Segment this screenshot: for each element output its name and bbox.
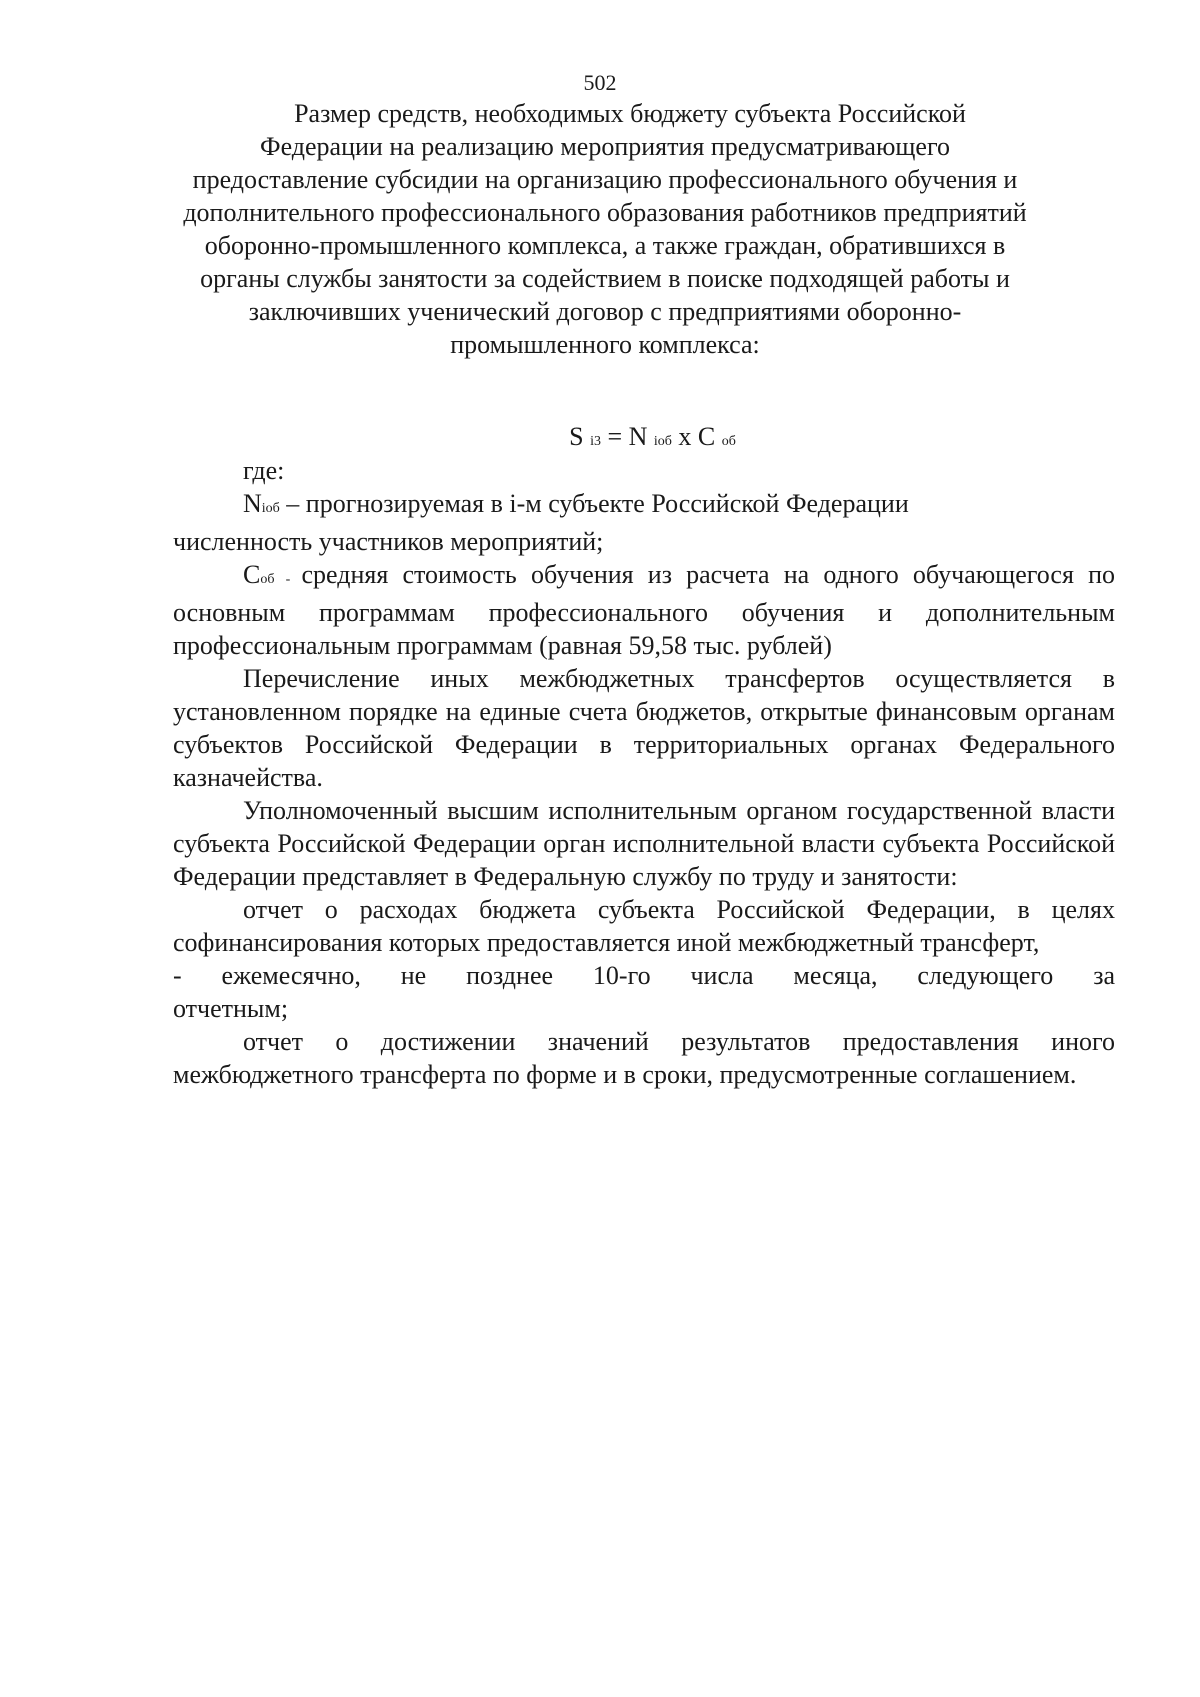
report-deadline-line <box>173 959 1115 992</box>
title-line: Федерации на реализацию мероприятия предусматривающего <box>260 132 950 161</box>
formula-x: x <box>678 422 698 451</box>
title-line: дополнительного профессионального образования работников предприятий <box>183 198 1027 227</box>
definition-c <box>173 558 1115 662</box>
def-n-text: – прогнозируемая в i-м субъекте Российской Федерации <box>279 489 909 518</box>
def-n-sub: iоб <box>261 501 280 516</box>
def-n-symbol: N <box>243 489 262 518</box>
title-line: Размер средств, необходимых бюджету субъекта Российской <box>294 99 966 128</box>
paragraph-transfer: Перечисление иных межбюджетных трансфертов осуществляется в установленном порядке на единые счета бюджетов, открытые финансовым органам субъектов Российской Федерации в территориальных органах Федерального казначейства. <box>173 664 1115 792</box>
section-title <box>160 97 1050 361</box>
title-line: предоставление субсидии на организацию профессионального обучения и <box>192 165 1018 194</box>
title-line: промышленного комплекса: <box>450 330 760 359</box>
document-body <box>173 454 1115 1091</box>
formula-n-sub: iоб <box>653 434 672 449</box>
title-line: органы службы занятости за содействием в поиске подходящей работы и <box>200 264 1010 293</box>
report-deadline-za: за <box>1093 961 1116 990</box>
title-line: заключивших ученический договор с предприятиями оборонно- <box>248 297 962 326</box>
definition-n <box>173 487 1115 525</box>
definition-n-continued: численность участников мероприятий; <box>173 527 604 556</box>
paragraph-report-expenses: отчет о расходах бюджета субъекта Российской Федерации, в целях софинансирования которых предоставляется иной межбюджетный трансферт, <box>173 895 1115 957</box>
formula-s: S <box>569 422 584 451</box>
paragraph-report-results: отчет о достижении значений результатов предоставления иного межбюджетного трансферта по форме и в сроки, предусмотренные соглашением. <box>173 1027 1115 1089</box>
paragraph-authority: Уполномоченный высшим исполнительным органом государственной власти субъекта Российской Федерации орган исполнительной власти субъекта Российской Федерации представляет в Федеральную службу по труду и занятости: <box>173 796 1115 891</box>
title-line: оборонно-промышленного комплекса, а также граждан, обратившихся в <box>204 231 1006 260</box>
def-c-sub: об - <box>260 572 302 587</box>
formula-eq: = <box>607 422 629 451</box>
def-c-symbol: C <box>243 560 261 589</box>
page-number: 502 <box>583 70 617 95</box>
formula-c-sub: об <box>721 434 736 449</box>
where-label: где: <box>243 456 285 485</box>
report-deadline-end: отчетным; <box>173 994 289 1023</box>
report-deadline-text: - ежемесячно, не позднее 10-го числа месяца, следующего <box>173 961 1054 990</box>
formula-s-sub: i3 <box>590 434 601 449</box>
formula-c: C <box>697 422 716 451</box>
def-c-text: средняя стоимость обучения из расчета на одного обучающегося по основным программам профессионального обучения и дополнительным профессиональным программам (равная 59,58 тыс. рублей) <box>173 560 1115 660</box>
formula <box>0 420 1200 458</box>
formula-n: N <box>628 422 648 451</box>
